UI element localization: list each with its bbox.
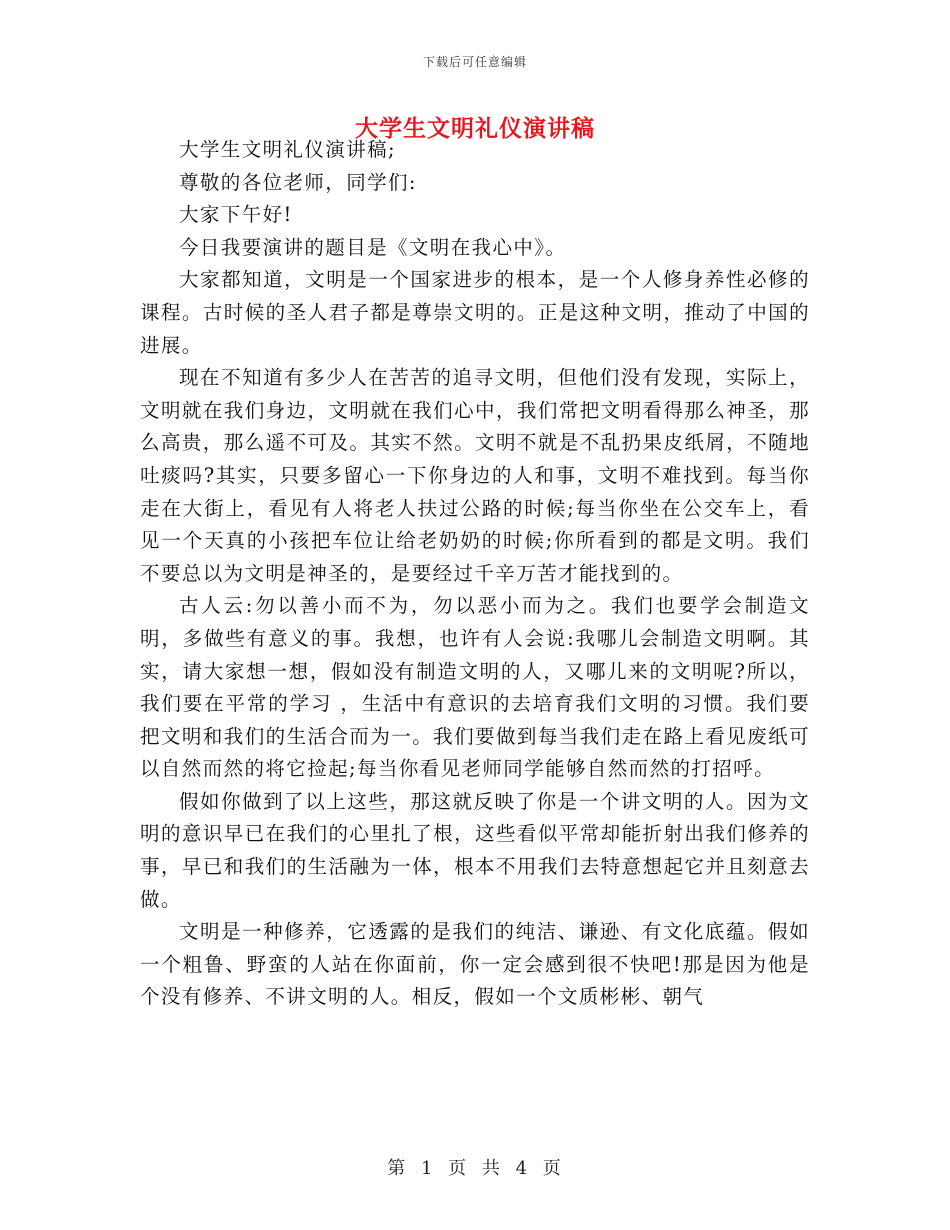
page-number-footer: 第 1 页 共 4 页 — [387, 1158, 563, 1179]
document-body — [140, 134, 810, 1014]
header-note: 下载后可任意编辑 — [422, 55, 527, 69]
paragraph: 假如你做到了以上这些，那这就反映了你是一个讲文明的人。因为文明的意识早已在我们的心里扎了根，这些看似平常却能折射出我们修养的事，早已和我们的生活融为一体，根本不用我们去特意想起它并且刻意去做。 — [140, 789, 810, 911]
paragraph: 大学生文明礼仪演讲稿; — [179, 138, 396, 161]
paragraph: 大家都知道，文明是一个国家进步的根本，是一个人修身养性必修的课程。古时候的圣人君子都是尊崇文明的。正是这种文明，推动了中国的进展。 — [140, 268, 810, 357]
paragraph: 现在不知道有多少人在苦苦的追寻文明，但他们没有发现，实际上，文明就在我们身边，文明就在我们心中，我们常把文明看得那么神圣，那么高贵，那么遥不可及。其实不然。文明不就是不乱扔果皮纸屑，不随地吐痰吗?其实，只要多留心一下你身边的人和事，文明不难找到。每当你走在大街上，看见有人将老人扶过公路的时候;每当你坐在公交车上，看见一个天真的小孩把车位让给老奶奶的时候;你所看到的都是文明。我们不要总以为文明是神圣的，是要经过千辛万苦才能找到的。 — [140, 366, 810, 585]
paragraph: 古人云:勿以善小而不为，勿以恶小而为之。我们也要学会制造文明，多做些有意义的事。我想，也许有人会说:我哪儿会制造文明啊。其实，请大家想一想，假如没有制造文明的人，又哪儿来的文明呢?所以，我们要在平常的学习 ，生活中有意识的去培育我们文明的习惯。我们要把文明和我们的生活合而为一。我们要做到每当我们走在路上看见废纸可以自然而然的将它捡起;每当你看见老师同学能够自然而然的打招呼。 — [140, 594, 810, 781]
document-title: 大学生文明礼仪演讲稿 — [355, 115, 595, 142]
paragraph: 今日我要演讲的题目是《文明在我心中》。 — [179, 235, 567, 259]
paragraph: 大家下午好! — [179, 203, 293, 227]
paragraph: 文明是一种修养，它透露的是我们的纯洁、谦逊、有文化底蕴。假如一个粗鲁、野蛮的人站在你面前，你一定会感到很不快吧!那是因为他是个没有修养、不讲文明的人。相反，假如一个文质彬彬、朝气 — [140, 920, 810, 1009]
paragraph: 尊敬的各位老师，同学们: — [179, 170, 417, 194]
